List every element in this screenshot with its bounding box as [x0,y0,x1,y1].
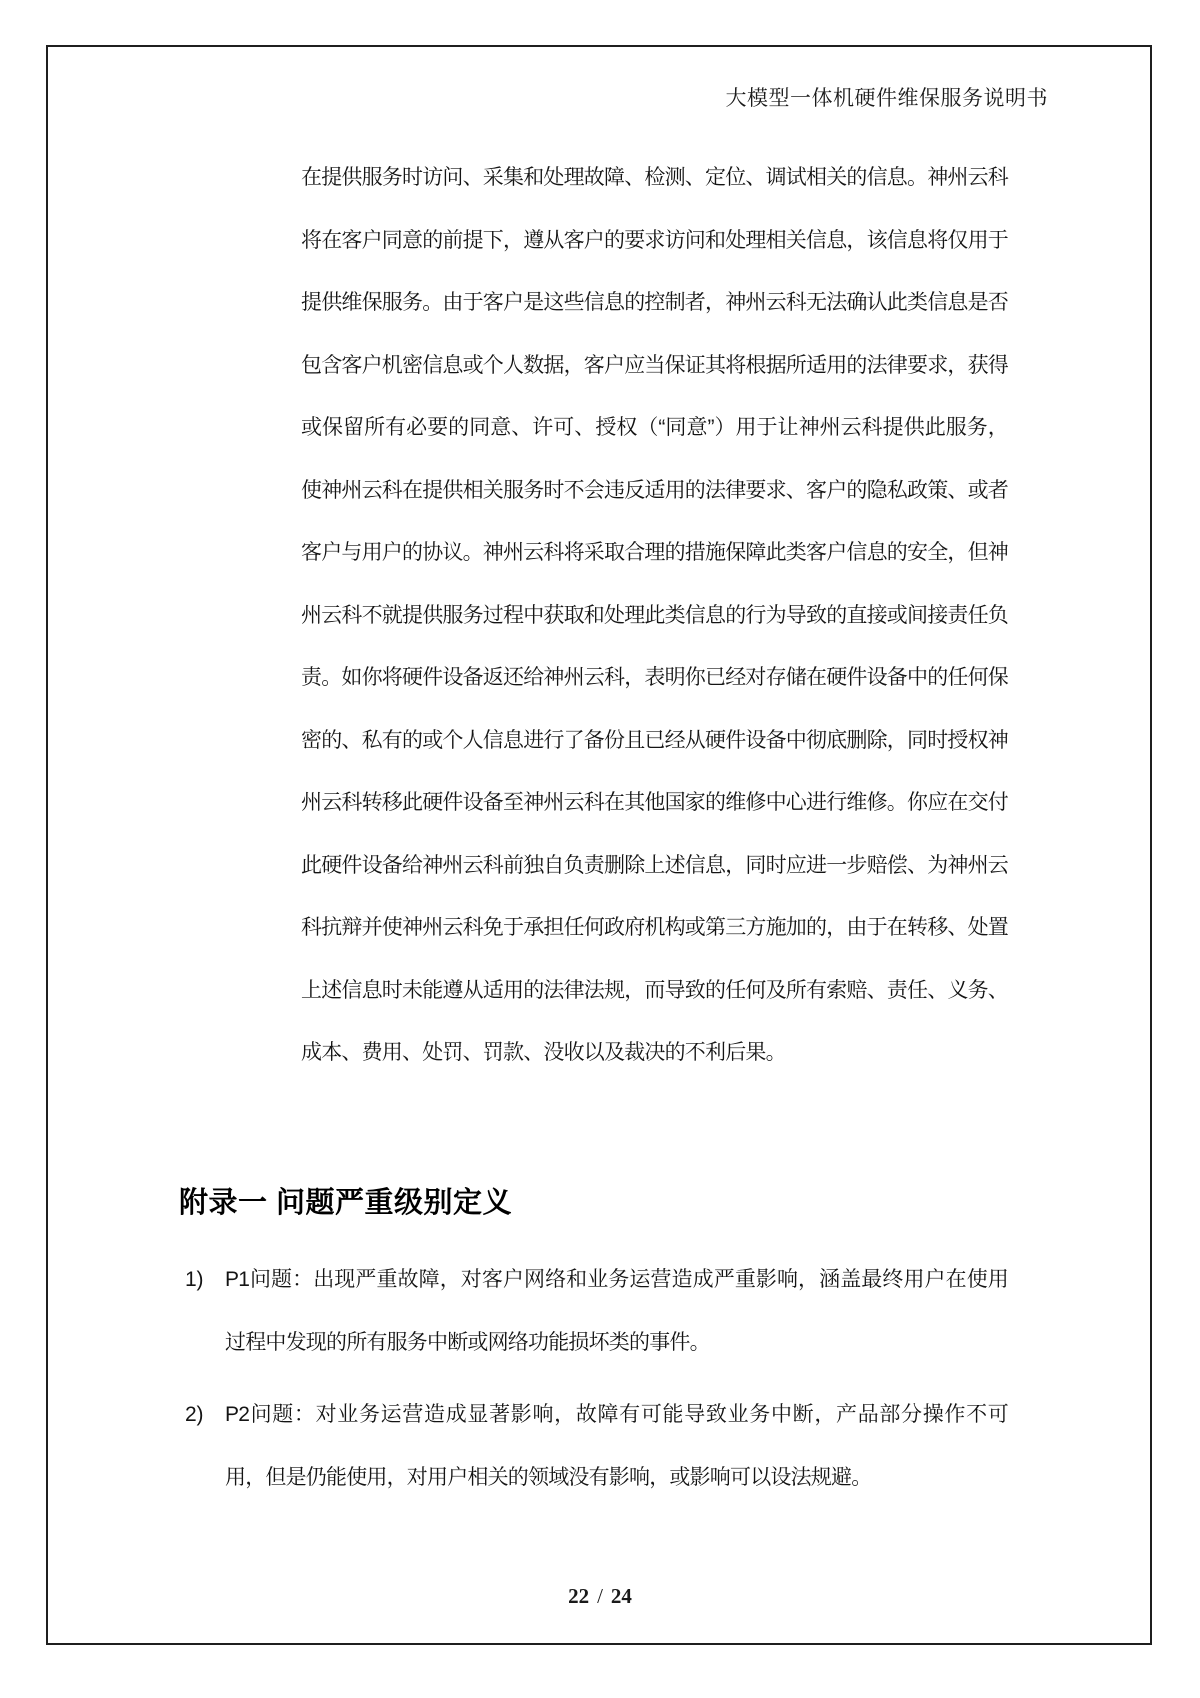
item-line: P1问题：出现严重故障，对客户网络和业务运营造成严重影响，涵盖最终用户在使用 [225,1268,1008,1291]
item-text [225,1384,1008,1509]
paragraph-line: 州云科转移此硬件设备至神州云科在其他国家的维修中心进行维修。你应在交付 [301,791,1008,814]
header-title: 大模型一体机硬件维保服务说明书 [725,86,1048,110]
paragraph-line: 密的、私有的或个人信息进行了备份且已经从硬件设备中彻底删除，同时授权神 [301,728,1008,752]
paragraph-line: 上述信息时未能遵从适用的法律法规，而导致的任何及所有索赔、责任、义务、 [301,978,1008,1002]
paragraph-line: 成本、费用、处罚、罚款、没收以及裁决的不利后果。 [301,1041,786,1064]
paragraph-line: 在提供服务时访问、采集和处理故障、检测、定位、调试相关的信息。神州云科 [301,166,1008,189]
paragraph-line: 责。如你将硬件设备返还给神州云科，表明你已经对存储在硬件设备中的任何保 [301,666,1008,689]
severity-list [185,1249,1008,1509]
paragraph-line: 将在客户同意的前提下，遵从客户的要求访问和处理相关信息，该信息将仅用于 [301,228,1008,252]
item-text [225,1249,1008,1374]
item-number: 2) [185,1403,204,1426]
page-footer [0,1584,1200,1609]
page-header [726,82,1049,112]
item-line: P2问题：对业务运营造成显著影响，故障有可能导致业务中断，产品部分操作不可 [225,1403,1008,1426]
item-line: 过程中发现的所有服务中断或网络功能损坏类的事件。 [225,1330,710,1354]
paragraph-line: 此硬件设备给神州云科前独自负责删除上述信息，同时应进一步赔偿、为神州云 [301,853,1008,877]
item-line: 用，但是仍能使用，对用户相关的领域没有影响，或影响可以设法规避。 [225,1465,872,1489]
page-number-current: 22 [568,1584,590,1608]
page-number-separator: / [597,1584,603,1608]
severity-item-p1 [185,1249,1008,1374]
paragraph-line: 或保留所有必要的同意、许可、授权（“同意”）用于让神州云科提供此服务， [301,416,1008,439]
page-number-total: 24 [610,1584,632,1608]
paragraph-line: 客户与用户的协议。神州云科将采取合理的措施保障此类客户信息的安全，但神 [301,541,1008,564]
paragraph-line: 使神州云科在提供相关服务时不会违反适用的法律要求、客户的隐私政策、或者 [301,478,1008,502]
paragraph-line: 科抗辩并使神州云科免于承担任何政府机构或第三方施加的，由于在转移、处置 [301,916,1008,939]
severity-item-p2 [185,1384,1008,1509]
appendix-heading: 附录一 问题严重级别定义 [179,1187,513,1219]
privacy-paragraph [301,147,1008,1085]
paragraph-line: 包含客户机密信息或个人数据，客户应当保证其将根据所适用的法律要求，获得 [301,353,1008,377]
paragraph-line: 提供维保服务。由于客户是这些信息的控制者，神州云科无法确认此类信息是否 [301,291,1008,314]
item-number: 1) [185,1268,204,1291]
paragraph-line: 州云科不就提供服务过程中获取和处理此类信息的行为导致的直接或间接责任负 [301,603,1008,627]
